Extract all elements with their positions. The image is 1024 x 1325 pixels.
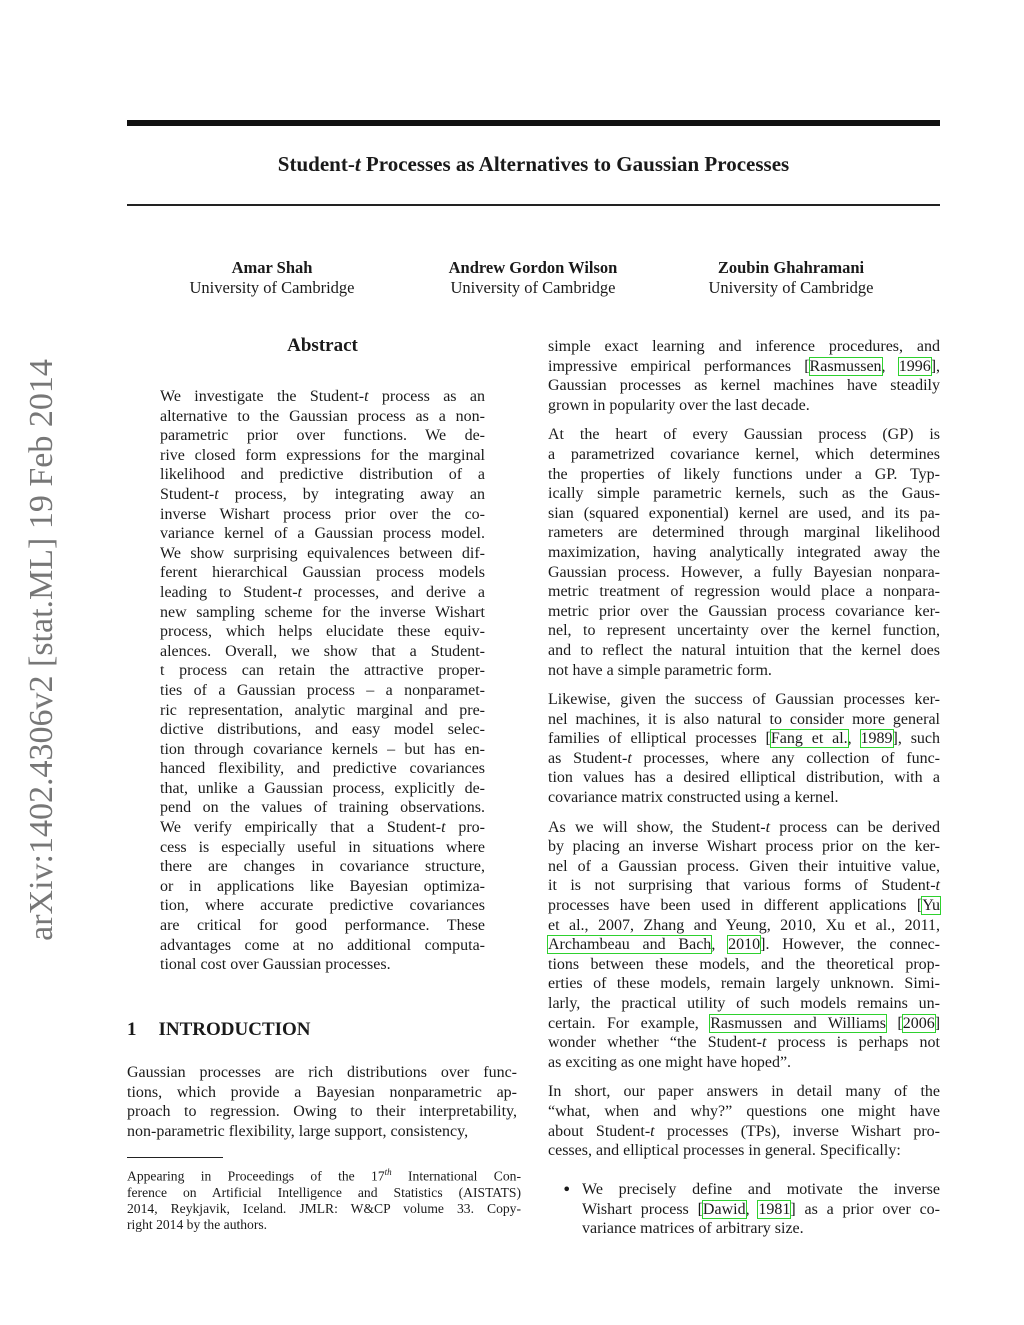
- abstract-line: ric representation, analytic marginal and pre-: [160, 701, 485, 719]
- citation-link[interactable]: 2006: [902, 1014, 935, 1032]
- paragraph-line: larly, the practical utility of such models remains un-: [548, 995, 940, 1012]
- footnote-line: Appearing in Proceedings of the 17th International Con-: [127, 1167, 521, 1184]
- paragraph-line: impressive empirical performances [Rasmussen, 1996],: [548, 357, 941, 375]
- title-rule: [127, 204, 940, 206]
- paragraph-line: et al., 2007, Zhang and Yeung, 2010, Xu et al., 2011,: [548, 916, 940, 934]
- author-name: Andrew Gordon Wilson: [448, 258, 618, 277]
- citation-link[interactable]: Archambeau and Bach: [548, 936, 712, 954]
- paragraph-line: Gaussian process. However, a fully Bayesian nonpara-: [548, 563, 940, 581]
- abstract-line: Student-t process, by integrating away an: [160, 485, 485, 503]
- footnote-rule: [127, 1157, 223, 1158]
- abstract-line: pend on the values of training observations.: [160, 799, 485, 817]
- author-name: Amar Shah: [231, 258, 313, 277]
- paragraph-line: “what, when and why?” questions one might have: [548, 1102, 940, 1120]
- paragraph-line: grown in popularity over the last decade.: [548, 396, 810, 414]
- paragraph-line: about Student-t processes (TPs), inverse Wishart pro-: [548, 1122, 940, 1140]
- author-name: Zoubin Ghahramani: [717, 258, 865, 277]
- paragraph-line: the properties of likely functions under a GP. Typ-: [548, 465, 940, 483]
- abstract-heading: Abstract: [287, 335, 358, 356]
- paragraph-line: Likewise, given the success of Gaussian processes ker-: [548, 691, 940, 709]
- abstract-line: leading to Student-t processes, and derive a: [160, 583, 485, 601]
- paragraph-line: covariance matrix constructed using a kernel.: [548, 789, 839, 807]
- abstract-line: parametric prior over functions. We de-: [160, 427, 485, 445]
- bullet-line: We precisely define and motivate the inverse: [582, 1181, 940, 1198]
- abstract-line: We investigate the Student-t process as an: [160, 388, 485, 405]
- abstract-line: there are changes in covariance structure,: [160, 858, 485, 876]
- intro-line: tions, which provide a Bayesian nonparametric ap-: [127, 1083, 517, 1101]
- abstract-line: new sampling scheme for the inverse Wishart: [160, 603, 485, 621]
- bullet-line: variance matrices of arbitrary size.: [582, 1220, 804, 1238]
- paper-title: Student-t Processes as Alternatives to Gaussian Processes: [277, 152, 790, 176]
- abstract-line: We show surprising equivalences between dif-: [160, 544, 485, 562]
- abstract-line: are critical for good performance. These: [160, 917, 485, 935]
- author-1: [142, 258, 402, 298]
- paragraph-line: Gaussian processes as kernel machines have steadily: [548, 377, 940, 395]
- abstract-line: ties of a Gaussian process – a nonparamet-: [160, 681, 485, 699]
- citation-link[interactable]: Yu: [922, 897, 940, 915]
- paragraph-line: and to reflect the natural intuition that the kernel does: [548, 641, 940, 659]
- paragraph-line: rameters are determined through marginal likelihood: [548, 524, 940, 542]
- paragraph-line: maximization, having analytically integrated away the: [548, 543, 940, 561]
- footnote-line: right 2014 by the authors.: [127, 1217, 268, 1233]
- paragraph-line: it is not surprising that various forms of Student-t: [548, 877, 940, 895]
- abstract-line: t process can retain the attractive proper-: [160, 662, 485, 680]
- citation-link[interactable]: Rasmussen and Williams: [710, 1014, 886, 1032]
- right-column: [548, 337, 940, 1161]
- bullet-item: [582, 1180, 940, 1239]
- bullet-line: Wishart process [Dawid, 1981] as a prior over co-: [582, 1200, 941, 1218]
- paragraph-line: tions between these models, and the theoretical prop-: [548, 955, 940, 973]
- footnote-line: 2014, Reykjavik, Iceland. JMLR: W&CP volume 33. Copy-: [127, 1201, 521, 1217]
- section-heading: [127, 1019, 311, 1041]
- paragraph-line: nel machines, it is also natural to consider more general: [548, 710, 940, 728]
- section-title: INTRODUCTION: [158, 1019, 311, 1040]
- paragraph-line: At the heart of every Gaussian process (GP) is: [548, 426, 940, 444]
- paragraph-line: erties of these models, remain largely unknown. Simi-: [548, 975, 940, 993]
- paragraph-line: In short, our paper answers in detail many of the: [548, 1083, 940, 1101]
- abstract-line: ferent hierarchical Gaussian process models: [160, 564, 485, 582]
- abstract-line: tion through covariance kernels – but has en-: [160, 740, 485, 758]
- intro-line: proach to regression. Owing to their interpretability,: [127, 1103, 517, 1121]
- paragraph-line: wonder whether “the Student-t process is perhaps not: [548, 1034, 941, 1052]
- abstract-line: that, unlike a Gaussian process, explicitly de-: [160, 779, 485, 797]
- citation-link[interactable]: Rasmussen: [809, 357, 882, 375]
- paragraph-line: ically simple parametric kernels, such as the Gaus-: [548, 485, 940, 503]
- paragraph-line: not have a simple parametric form.: [548, 661, 772, 679]
- abstract-line: alences. Overall, we show that a Student-: [160, 642, 485, 660]
- bullet-icon: •: [562, 1180, 572, 1199]
- paragraph-line: families of elliptical processes [Fang et al., 1989], such: [548, 730, 941, 748]
- paragraph-line: cesses, and elliptical processes in general. Specifically:: [548, 1142, 901, 1160]
- abstract-line: tional cost over Gaussian processes.: [160, 956, 391, 974]
- paragraph-line: certain. For example, Rasmussen and Williams [2006]: [548, 1014, 941, 1032]
- abstract-line: variance kernel of a Gaussian process model.: [160, 525, 485, 543]
- abstract-body: [160, 387, 485, 975]
- citation-link[interactable]: Fang et al.: [770, 730, 848, 748]
- abstract-line: process, which helps elucidate these equiv-: [160, 623, 485, 641]
- abstract-line: likelihood and predictive distribution of a: [160, 466, 485, 484]
- paragraph-line: As we will show, the Student-t process can be derived: [548, 818, 940, 836]
- intro-line: Gaussian processes are rich distributions over func-: [127, 1064, 517, 1081]
- paragraph-line: sian (squared exponential) kernel are used, and its pa-: [548, 504, 940, 522]
- abstract-line: hanced flexibility, and predictive covariances: [160, 760, 485, 778]
- paragraph-line: tion values has a desired elliptical distribution, with a: [548, 769, 940, 787]
- intro-body: [127, 1063, 517, 1141]
- paragraph-line: by placing an inverse Wishart process prior on the ker-: [548, 838, 940, 856]
- paragraph-line: nel of a Gaussian process. Given their intuitive value,: [548, 857, 940, 875]
- author-2: [403, 258, 663, 298]
- footnote: [127, 1164, 521, 1234]
- abstract-line: rive closed form expressions for the marginal: [160, 446, 485, 464]
- author-affiliation: University of Cambridge: [708, 278, 874, 297]
- abstract-line: advantages come at no additional computa-: [160, 936, 485, 954]
- top-rule: [127, 120, 940, 126]
- citation-link[interactable]: 1996: [898, 357, 931, 375]
- abstract-line: cess is especially useful in situations where: [160, 838, 485, 856]
- citation-link[interactable]: 1989: [860, 730, 893, 748]
- paragraph-line: a parametrized covariance kernel, which determines: [548, 445, 940, 463]
- paragraph-line: simple exact learning and inference procedures, and: [548, 338, 940, 355]
- abstract-line: alternative to the Gaussian process as a non-: [160, 407, 485, 425]
- paragraph-line: as exciting as one might have hoped”.: [548, 1053, 792, 1071]
- intro-line: non-parametric flexibility, large support, consistency,: [127, 1122, 469, 1140]
- arxiv-stamp: arXiv:1402.4306v2 [stat.ML] 19 Feb 2014: [23, 359, 60, 941]
- abstract-line: inverse Wishart process prior over the co-: [160, 505, 485, 523]
- paragraph-line: processes have been used in different applications [Yu: [548, 897, 940, 915]
- citation-link[interactable]: Dawid: [702, 1200, 746, 1218]
- citation-link[interactable]: 2010: [728, 936, 761, 954]
- paragraph-line: metric treatment of regression would place a nonpara-: [548, 583, 940, 601]
- author-affiliation: University of Cambridge: [189, 278, 355, 297]
- abstract-line: tion, where accurate predictive covariances: [160, 897, 485, 915]
- paragraph-line: metric prior over the Gaussian process covariance ker-: [548, 602, 940, 620]
- paragraph-line: as Student-t processes, where any collection of func-: [548, 749, 941, 767]
- footnote-line: ference on Artificial Intelligence and Statistics (AISTATS): [127, 1184, 521, 1200]
- paragraph-line: Archambeau and Bach, 2010]. However, the connec-: [548, 936, 941, 954]
- author-3: [661, 258, 921, 298]
- section-number: 1: [127, 1019, 137, 1040]
- abstract-line: We verify empirically that a Student-t pro-: [160, 819, 485, 837]
- abstract-line: dictive distributions, and easy model selec-: [160, 721, 485, 739]
- abstract-line: or in applications like Bayesian optimiza-: [160, 877, 485, 895]
- paragraph-line: nel, to represent uncertainty over the kernel function,: [548, 622, 940, 640]
- author-affiliation: University of Cambridge: [450, 278, 616, 297]
- citation-link[interactable]: 1981: [758, 1200, 791, 1218]
